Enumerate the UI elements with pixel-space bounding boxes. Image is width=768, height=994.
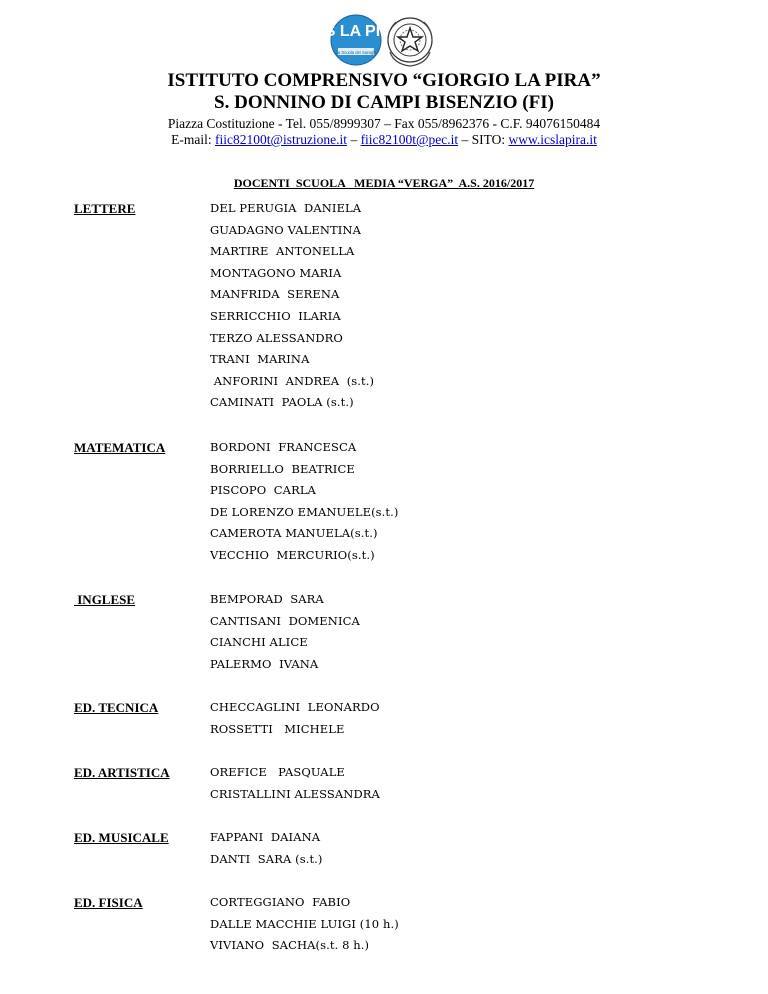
- teacher-name: DE LORENZO EMANUELE(s.t.): [210, 504, 399, 519]
- school-contacts: [0, 132, 768, 148]
- teacher-name: ROSSETTI MICHELE: [210, 721, 345, 736]
- school-logo-subtext: La Scuola dei Saraghi: [335, 50, 377, 55]
- teacher-name: MARTIRE ANTONELLA: [210, 244, 355, 259]
- contact-separator: –: [350, 132, 358, 147]
- teacher-list: [210, 592, 360, 678]
- teacher-name: ANFORINI ANDREA (s.t.): [210, 373, 375, 388]
- teacher-name: BORDONI FRANCESCA: [210, 440, 357, 454]
- document-title: DOCENTI SCUOLA MEDIA “VERGA” A.S. 2016/2017: [233, 176, 535, 190]
- site-label: – SITO:: [461, 132, 506, 147]
- republic-emblem-icon: [384, 14, 436, 70]
- teacher-name: DEL PERUGIA DANIELA: [210, 201, 362, 215]
- website-link[interactable]: www.icslapira.it: [508, 132, 597, 147]
- teacher-name: MONTAGONO MARIA: [210, 265, 342, 280]
- subject-heading: ED. ARTISTICA: [74, 765, 170, 780]
- teacher-name: GUADAGNO VALENTINA: [210, 222, 361, 237]
- teacher-name: DALLE MACCHIE LUIGI (10 h.): [210, 916, 399, 931]
- teacher-name: PALERMO IVANA: [210, 656, 319, 671]
- teacher-name: OREFICE PASQUALE: [210, 765, 345, 779]
- school-logo-text: ICS LA PIRA: [308, 23, 404, 40]
- teacher-name: VIVIANO SACHA(s.t. 8 h.): [210, 938, 370, 953]
- school-location: S. DONNINO DI CAMPI BISENZIO (FI): [214, 92, 554, 113]
- teacher-list: [210, 201, 374, 417]
- teacher-list: [210, 700, 380, 743]
- subject-heading: ED. FISICA: [74, 895, 143, 910]
- school-name: ISTITUTO COMPRENSIVO “GIORGIO LA PIRA”: [167, 70, 601, 91]
- subject-heading: ED. TECNICA: [74, 700, 159, 715]
- subject-heading: INGLESE: [74, 592, 136, 607]
- school-logo-icon: [308, 14, 404, 66]
- subject-heading: LETTERE: [74, 201, 136, 216]
- email-link-istruzione[interactable]: fiic82100t@istruzione.it: [215, 132, 348, 147]
- teacher-name: VECCHIO MERCURIO(s.t.): [210, 547, 375, 562]
- teacher-list: [210, 830, 323, 873]
- email-link-pec[interactable]: fiic82100t@pec.it: [360, 132, 459, 147]
- teacher-list: [210, 765, 380, 808]
- subject-heading: ED. MUSICALE: [74, 830, 169, 845]
- teacher-name: TRANI MARINA: [210, 352, 310, 367]
- teacher-name: CHECCAGLINI LEONARDO: [210, 700, 380, 714]
- school-address: Piazza Costituzione - Tel. 055/8999307 – Fax 055/8962376 - C.F. 94076150484: [167, 116, 601, 131]
- subject-heading: MATEMATICA: [74, 440, 166, 455]
- teacher-name: CANTISANI DOMENICA: [210, 613, 360, 628]
- teacher-name: CAMINATI PAOLA (s.t.): [210, 395, 354, 410]
- teacher-name: PISCOPO CARLA: [210, 483, 316, 498]
- school-header: [0, 70, 768, 148]
- teacher-name: CORTEGGIANO FABIO: [210, 895, 351, 909]
- email-label: E-mail:: [171, 132, 212, 147]
- teacher-list: [210, 440, 399, 570]
- teacher-list: [210, 895, 399, 960]
- header-logos: [0, 14, 768, 70]
- teacher-name: MANFRIDA SERENA: [210, 287, 340, 302]
- teacher-name: SERRICCHIO ILARIA: [210, 308, 341, 323]
- teacher-name: TERZO ALESSANDRO: [210, 330, 343, 345]
- teacher-name: CAMEROTA MANUELA(s.t.): [210, 526, 378, 541]
- teacher-name: CIANCHI ALICE: [210, 635, 308, 650]
- teacher-name: BEMPORAD SARA: [210, 592, 324, 606]
- teacher-name: FAPPANI DAIANA: [210, 830, 321, 844]
- teacher-name: BORRIELLO BEATRICE: [210, 461, 355, 476]
- teacher-name: DANTI SARA (s.t.): [210, 851, 323, 866]
- teacher-name: CRISTALLINI ALESSANDRA: [210, 786, 380, 801]
